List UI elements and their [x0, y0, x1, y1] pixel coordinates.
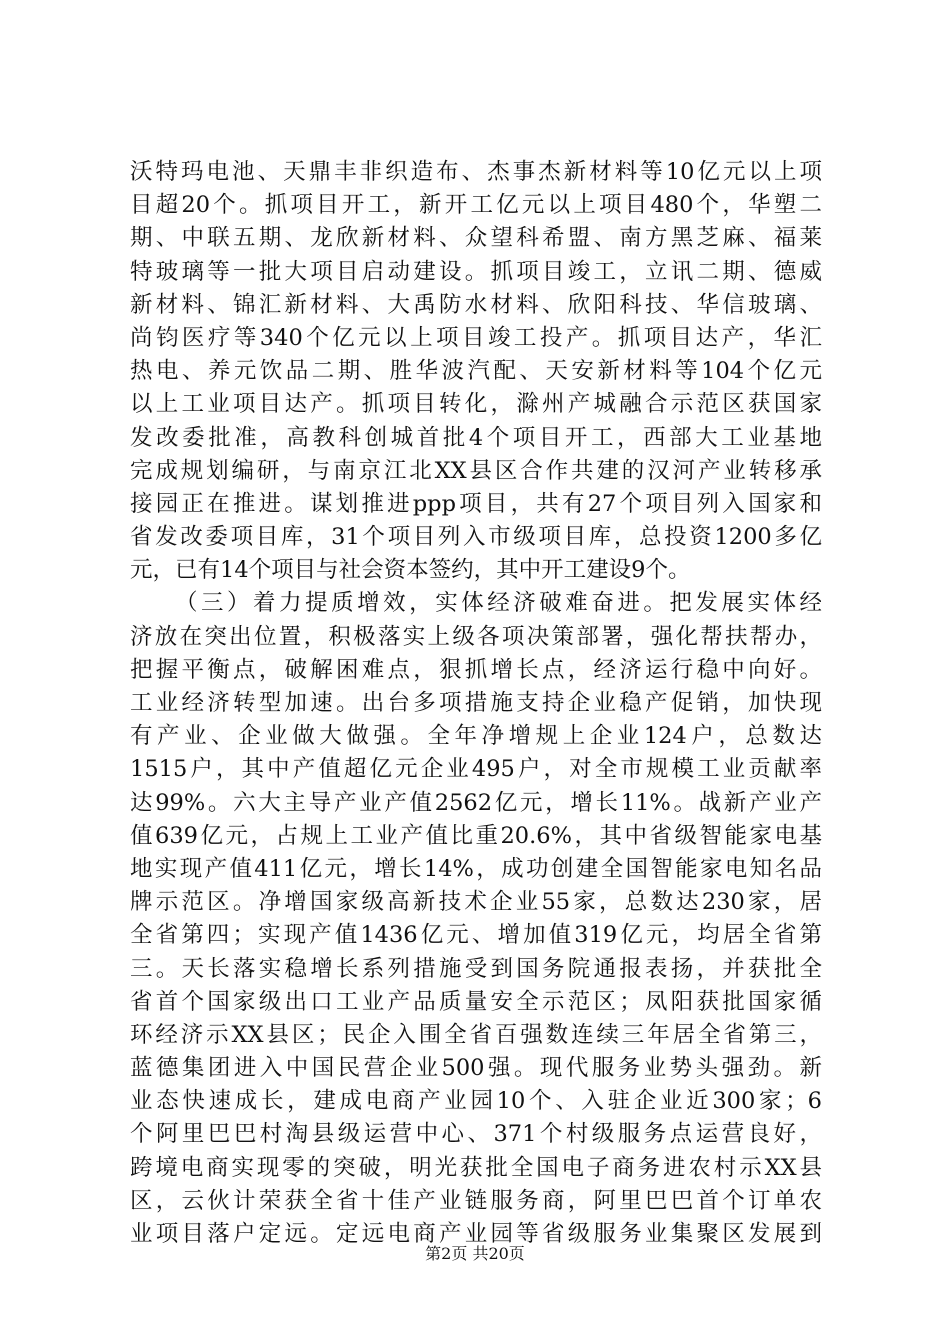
body-text — [130, 156, 822, 1251]
text-line: 牌示范区。净增国家级高新技术企业55家，总数达230家，居 — [130, 889, 822, 916]
page-number-footer: 第2页 共20页 — [425, 1244, 525, 1263]
text-line: 热电、养元饮品二期、胜华波汽配、天安新材料等104个亿元 — [130, 358, 822, 385]
text-line: 以上工业项目达产。抓项目转化，滁州产城融合示范区获国家 — [130, 391, 822, 418]
text-line: 全省第四；实现产值1436亿元、增加值319亿元，均居全省第 — [130, 922, 822, 949]
paragraph-heading-line: （三）着力提质增效，实体经济破难奋进。把发展实体经 — [175, 590, 822, 617]
text-line: 跨境电商实现零的突破，明光获批全国电子商务进农村示XX县 — [130, 1154, 822, 1181]
text-line: 把握平衡点，破解困难点，狠抓增长点，经济运行稳中向好。 — [130, 656, 822, 683]
text-line: 沃特玛电池、天鼎丰非织造布、杰事杰新材料等10亿元以上项 — [130, 159, 822, 185]
text-line: 尚钧医疗等340个亿元以上项目竣工投产。抓项目达产，华汇 — [130, 324, 822, 351]
text-line: 元，已有14个项目与社会资本签约，其中开工建设9个。 — [130, 557, 691, 584]
text-line: 目超20个。抓项目开工，新开工亿元以上项目480个，华塑二 — [130, 192, 822, 219]
text-line: 地实现产值411亿元，增长14%，成功创建全国智能家电知名品 — [130, 855, 822, 882]
text-line: 省首个国家级出口工业产品质量安全示范区；凤阳获批国家循 — [130, 988, 822, 1015]
text-line: 工业经济转型加速。出台多项措施支持企业稳产促销，加快现 — [130, 690, 822, 716]
text-line: 期、中联五期、龙欣新材料、众望科希盟、南方黑芝麻、福莱 — [130, 225, 822, 252]
text-line: 值639亿元，占规上工业产值比重20.6%，其中省级智能家电基 — [130, 822, 822, 849]
text-line: 业态快速成长，建成电商产业园10个、入驻企业近300家；6 — [130, 1088, 822, 1115]
text-line: 区，云伙计荣获全省十佳产业链服务商，阿里巴巴首个订单农 — [130, 1187, 822, 1214]
text-line: 省发改委项目库，31个项目列入市级项目库，总投资1200多亿 — [130, 524, 822, 551]
text-line: 接园正在推进。谋划推进ppp项目，共有27个项目列入国家和 — [130, 490, 822, 517]
text-line: 三。天长落实稳增长系列措施受到国务院通报表扬，并获批全 — [130, 955, 822, 982]
text-line: 个阿里巴巴村淘县级运营中心、371个村级服务点运营良好， — [130, 1121, 822, 1148]
text-line: 完成规划编研，与南京江北XX县区合作共建的汉河产业转移承 — [130, 457, 822, 484]
text-line: 新材料、锦汇新材料、大禹防水材料、欣阳科技、华信玻璃、 — [130, 291, 822, 318]
text-line: 业项目落户定远。定远电商产业园等省级服务业集聚区发展到 — [130, 1221, 822, 1247]
text-line: 有产业、企业做大做强。全年净增规上企业124户，总数达 — [130, 723, 822, 750]
text-line: 发改委批准，高教科创城首批4个项目开工，西部大工业基地 — [130, 424, 822, 451]
text-line: 1515户，其中产值超亿元企业495户，对全市规模工业贡献率 — [130, 756, 822, 783]
text-line: 济放在突出位置，积极落实上级各项决策部署，强化帮扶帮办， — [130, 623, 822, 650]
text-line: 蓝德集团进入中国民营企业500强。现代服务业势头强劲。新 — [130, 1055, 822, 1082]
text-line: 达99%。六大主导产业产值2562亿元，增长11%。战新产业产 — [130, 789, 822, 816]
text-line: 特玻璃等一批大项目启动建设。抓项目竣工，立讯二期、德威 — [130, 258, 822, 285]
text-line: 环经济示XX县区；民企入围全省百强数连续三年居全省第三， — [130, 1021, 822, 1048]
